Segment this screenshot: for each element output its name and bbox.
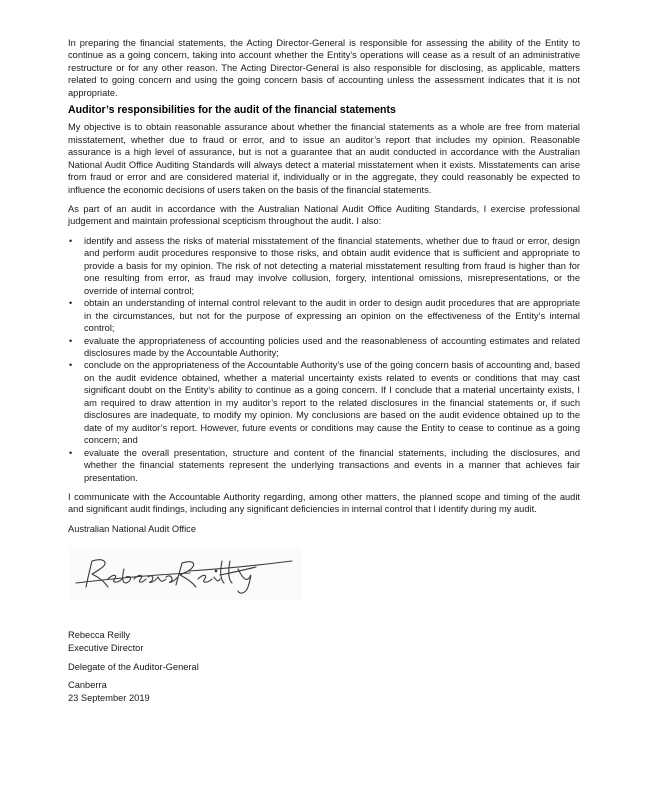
list-item-text: conclude on the appropriateness of the Accountable Authority’s use of the going concern basis of accounting and, based on the audit evidence obtained, whether a material uncertainty exists related to events or conditions that may cast significant doubt on the Entity’s ability to continue as a going concern. If I conclude that a material uncertainty exists, I am required to draw attention in my auditor’s report to the related disclosures in the financial statements or, if such disclosures are inadequate, to modify my opinion. My conclusions are based on the audit evidence obtained up to the date of my auditor’s report. However, future events or conditions may cause the Entity to cease to continue as a going concern; and — [84, 360, 580, 446]
list-item — [68, 447, 580, 484]
delegation-statement: Delegate of the Auditor-General — [68, 661, 199, 672]
signatory-name: Rebecca Reilly — [68, 630, 131, 641]
list-item-text: obtain an understanding of internal control relevant to the audit in order to design audit procedures that are appropriate in the circumstances, but not for the purpose of expressing an opinion on the effectiveness of the Entity’s internal control; — [84, 298, 580, 334]
list-item — [68, 235, 580, 297]
list-item-text: identify and assess the risks of material misstatement of the financial statements, whether due to fraud or error, design and perform audit procedures responsive to those risks, and obtain audit evidence that is sufficient and appropriate to provide a basis for my opinion. The risk of not detecting a material misstatement resulting from fraud is higher than for one resulting from error, as fraud may involve collusion, forgery, intentional omissions, misrepresentations, or the override of internal control; — [84, 235, 580, 296]
handwritten-signature — [70, 547, 302, 601]
bullet-icon: • — [69, 447, 73, 458]
bullet-icon: • — [69, 298, 73, 309]
signature-icon — [70, 547, 302, 601]
list-item-text: evaluate the overall presentation, structure and content of the financial statements, including the disclosures, and whether the financial statements represent the underlying transactions and events in a manner that achieves fair presentation. — [84, 447, 580, 483]
audit-report-page — [68, 37, 580, 704]
bullet-icon: • — [69, 335, 73, 346]
signatory-block — [68, 629, 580, 704]
intro-paragraph: In preparing the financial statements, the Acting Director-General is responsible for assessing the ability of the Entity to continue as a going concern, taking into account whether the Entity’s operations will cease as a result of an administrative restructure or for any other reason. The Acting Director-General is also responsible for disclosing, as applicable, matters related to going concern and using the going concern basis of accounting unless the assessment indicates that it is not appropriate. — [68, 38, 580, 98]
organisation-name: Australian National Audit Office — [68, 523, 196, 534]
list-item — [68, 297, 580, 334]
list-item-text: evaluate the appropriateness of accounting policies used and the reasonableness of accounting estimates and related disclosures made by the Accountable Authority; — [84, 335, 580, 358]
responsibilities-list — [68, 235, 580, 484]
bullet-icon: • — [69, 360, 73, 371]
section-heading: Auditor’s responsibilities for the audit of the financial statements — [68, 104, 396, 117]
objective-paragraph: My objective is to obtain reasonable assurance about whether the financial statements as a whole are free from material misstatement, whether due to fraud or error, and to issue an auditor’s report that includes my opinion. Reasonable assurance is a high level of assurance, but is not a guarantee that an audit conducted in accordance with the Australian National Audit Office Auditing Standards will always detect a material misstatement when it exists. Misstatements can arise from fraud or error and are considered material if, individually or in the aggregate, they could reasonably be expected to influence the economic decisions of users taken on the basis of the financial statements. — [68, 122, 580, 195]
signatory-title: Executive Director — [68, 642, 144, 653]
communication-paragraph: I communicate with the Accountable Authority regarding, among other matters, the planned scope and timing of the audit and significant audit findings, including any significant deficiencies in internal control that I identify during my audit. — [68, 491, 580, 515]
list-item — [68, 335, 580, 360]
bullet-icon: • — [69, 235, 73, 246]
date: 23 September 2019 — [68, 692, 150, 703]
place: Canberra — [68, 680, 107, 691]
standards-paragraph: As part of an audit in accordance with the Australian National Audit Office Auditing Standards, I exercise professional judgement and maintain professional scepticism throughout the audit. I also: — [68, 203, 580, 227]
list-item — [68, 359, 580, 446]
